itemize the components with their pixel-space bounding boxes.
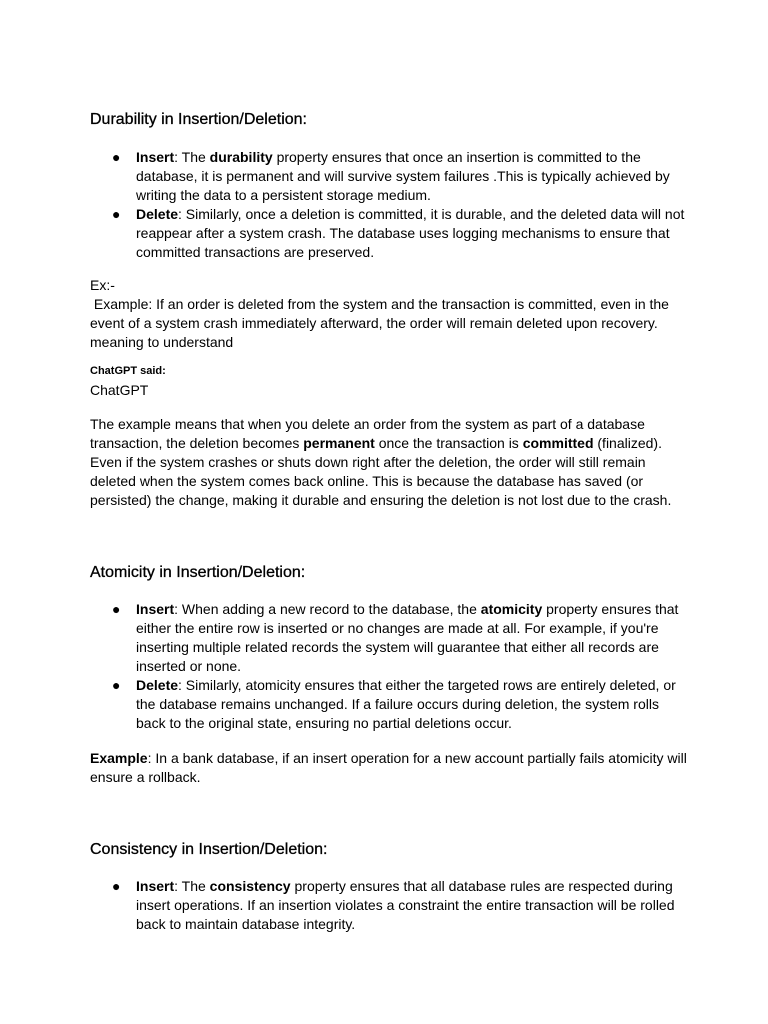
insert-term: Insert <box>136 149 175 165</box>
bullet-icon: ● <box>112 601 121 617</box>
consistency-insert-item <box>90 877 690 934</box>
explanation-committed: committed <box>522 435 594 451</box>
bullet-icon: ● <box>112 149 121 165</box>
bullet-icon: ● <box>112 677 121 693</box>
example-term: Example <box>90 750 148 766</box>
durability-keyword: durability <box>209 149 273 165</box>
atomicity-keyword: atomicity <box>480 601 543 617</box>
durability-insert-post: property ensures that once an insertion is committed to the database, it is permanent and will survive system failures .This is typically achieved by writing the data to a persistent storage medium. <box>136 149 670 203</box>
explanation-part-1: The example means that when you delete an order from the system as part of a database transaction, the deletion becomes <box>90 416 645 451</box>
example-paragraph: Example: If an order is deleted from the system and the transaction is committed, even in the event of a system crash immediately afterward, the order will remain deleted upon recovery. <box>90 296 673 331</box>
atomicity-insert-pre: : When adding a new record to the database, the <box>174 601 481 617</box>
consistency-keyword: consistency <box>209 878 291 894</box>
durability-delete-item <box>90 205 690 262</box>
atomicity-heading: Atomicity in Insertion/Deletion: <box>90 564 306 581</box>
explanation-permanent: permanent <box>303 435 375 451</box>
explanation-part-3: (finalized). Even if the system crashes or shuts down right after the deletion, the order will still remain deleted when the system comes back online. This is because the database has saved (or persisted) the change, making it durable and ensuring the deletion is not lost due to the crash. <box>90 435 672 508</box>
delete-term: Delete <box>136 677 179 693</box>
durability-delete-text: : Similarly, once a deletion is committed, it is durable, and the deleted data will not reappear after a system crash. The database uses logging mechanisms to ensure that committed transactions are preserved. <box>136 206 685 260</box>
meaning-line: meaning to understand <box>90 334 234 350</box>
chatgpt-name: ChatGPT <box>90 382 149 398</box>
atomicity-example-text: : In a bank database, if an insert operation for a new account partially fails atomicity will ensure a rollback. <box>90 750 687 785</box>
atomicity-example <box>90 749 690 787</box>
consistency-bullet-list <box>90 877 690 934</box>
consistency-insert-pre: : The <box>174 878 210 894</box>
consistency-heading: Consistency in Insertion/Deletion: <box>90 841 328 858</box>
durability-insert-item <box>90 148 690 205</box>
ex-label: Ex:- <box>90 277 115 293</box>
atomicity-delete-item <box>90 676 690 733</box>
explanation-part-2: once the transaction is <box>374 435 523 451</box>
explanation-paragraph <box>90 415 690 510</box>
chatgpt-said-label: ChatGPT said: <box>90 365 166 377</box>
atomicity-delete-text: : Similarly, atomicity ensures that either the targeted rows are entirely deleted, or the database remains unchanged. If a failure occurs during deletion, the system rolls back to the original state, ensuring no partial deletions occur. <box>136 677 676 731</box>
delete-term: Delete <box>136 206 179 222</box>
atomicity-insert-item <box>90 600 690 676</box>
atomicity-bullet-list <box>90 600 690 733</box>
durability-bullet-list <box>90 148 690 262</box>
document-page <box>90 110 690 934</box>
bullet-icon: ● <box>112 206 121 222</box>
bullet-icon: ● <box>112 878 121 894</box>
insert-term: Insert <box>136 601 175 617</box>
consistency-insert-post: property ensures that all database rules are respected during insert operations. If an insertion violates a constraint the entire transaction will be rolled back to maintain database integrity. <box>136 878 675 932</box>
atomicity-insert-post: property ensures that either the entire row is inserted or no changes are made at all. For example, if you're inserting multiple related records the system will guarantee that either all records are inserted or none. <box>136 601 679 674</box>
durability-insert-pre: : The <box>174 149 210 165</box>
insert-term: Insert <box>136 878 175 894</box>
durability-heading: Durability in Insertion/Deletion: <box>90 111 307 128</box>
